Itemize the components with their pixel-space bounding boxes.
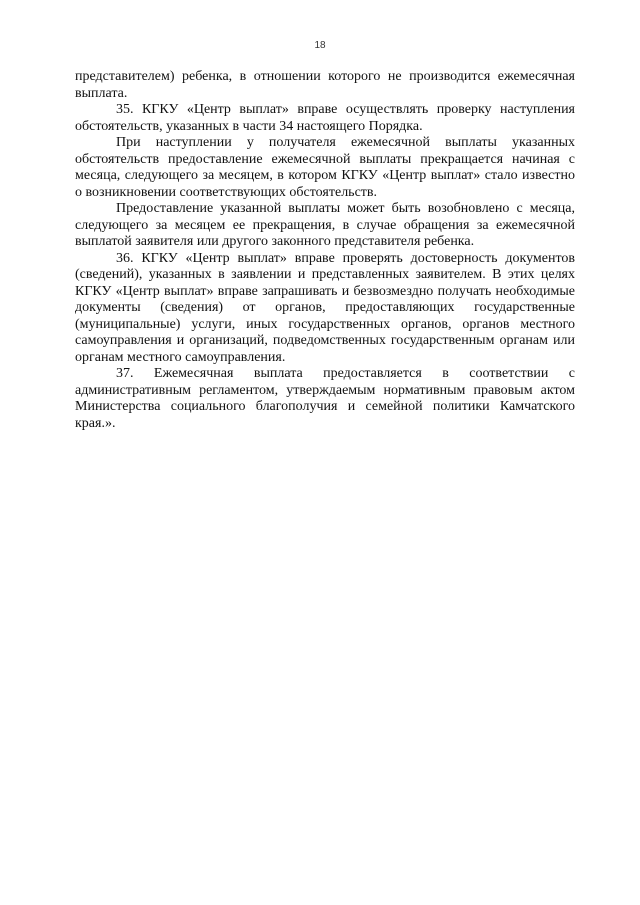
- document-body: [75, 69, 575, 432]
- paragraph-termination: При наступлении у получателя ежемесячной выплаты указанных обстоятельств предоставление ежемесячной выплаты прекращается начиная с месяца, следующего за месяцем, в котором КГКУ «Центр выплат» стало известно о возникновении соответствующих обстоятельств.: [75, 135, 575, 200]
- paragraph-36: 36. КГКУ «Центр выплат» вправе проверять достоверность документов (сведений), указанных в заявлении и представленных заявителем. В этих целях КГКУ «Центр выплат» вправе запрашивать и безвозмездно получать необходимые документы (сведения) от органов, предоставляющих государственные (муниципальные) услуги, иных государственных органов, органов местного самоуправления и организаций, подведомственных государственным органам или органам местного самоуправления.: [75, 250, 575, 365]
- paragraph-37: 37. Ежемесячная выплата предоставляется в соответствии с административным регламентом, утверждаемым нормативным правовым актом Министерства социального благополучия и семейной политики Камчатского края.».: [75, 366, 575, 431]
- paragraph-resumption: Предоставление указанной выплаты может быть возобновлено с месяца, следующего за месяцем ее прекращения, в случае обращения за ежемесячной выплатой заявителя или другого законного представителя ребенка.: [75, 201, 575, 249]
- paragraph-continuation: представителем) ребенка, в отношении которого не производится ежемесячная выплата.: [75, 69, 575, 101]
- paragraph-35: 35. КГКУ «Центр выплат» вправе осуществлять проверку наступления обстоятельств, указанных в части 34 настоящего Порядка.: [75, 102, 575, 134]
- page-number: 18: [314, 40, 326, 51]
